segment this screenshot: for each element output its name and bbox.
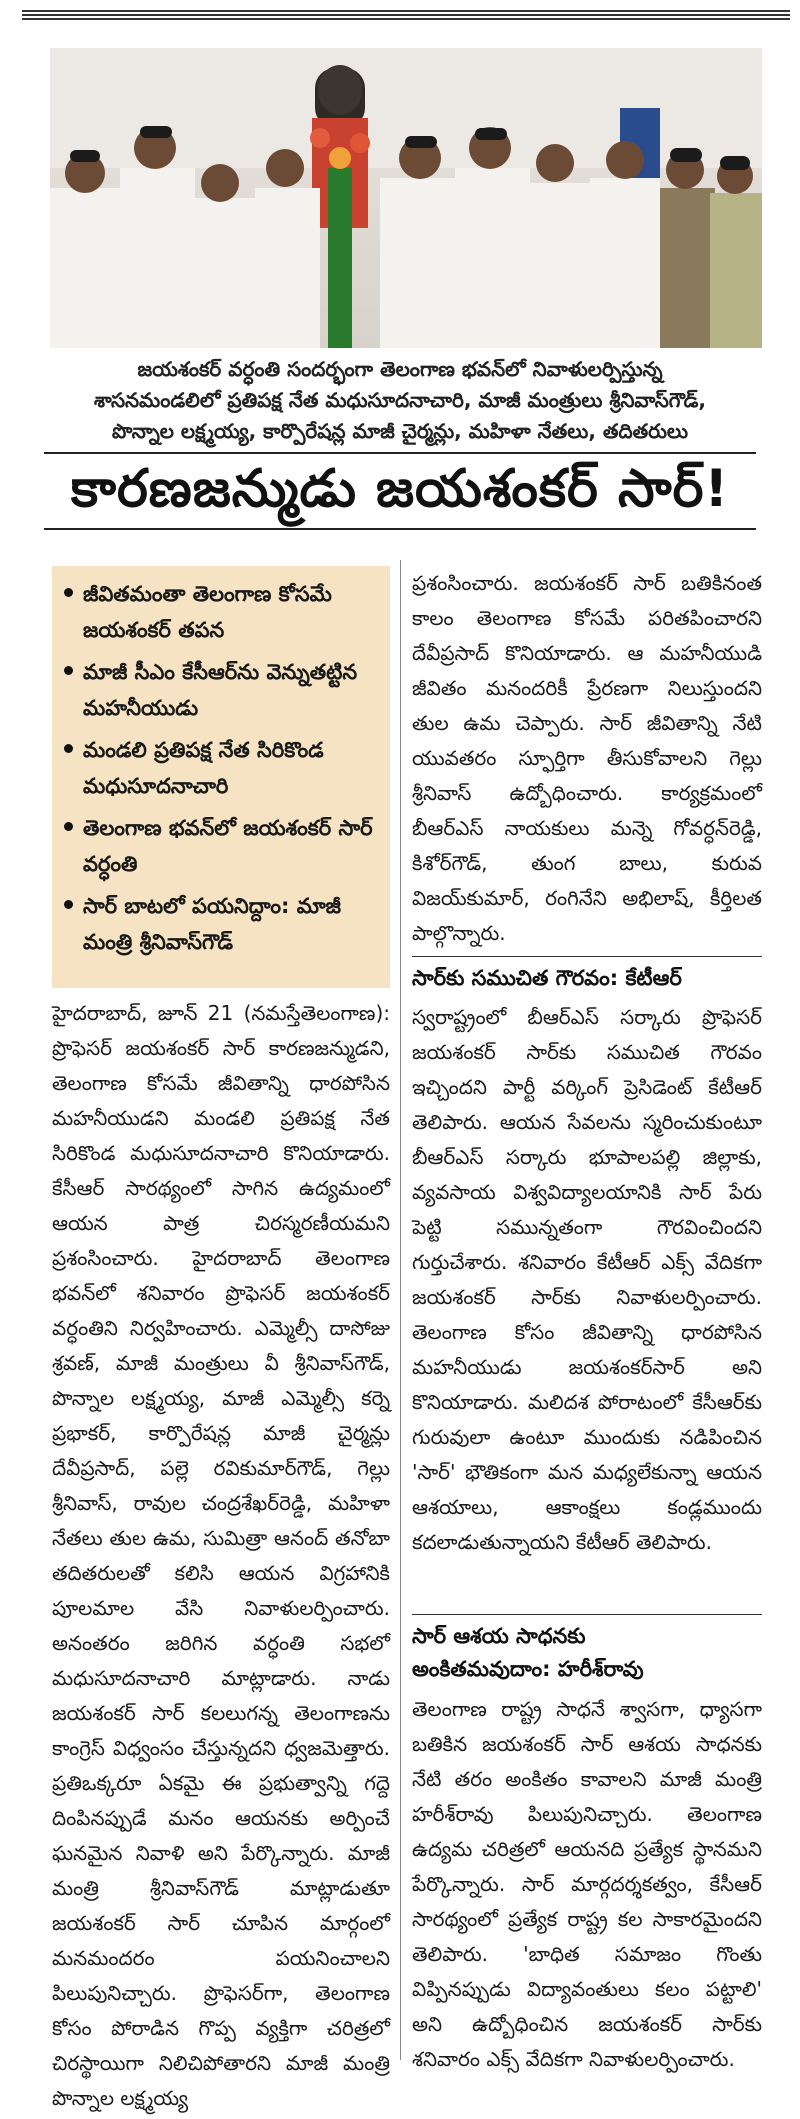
highlight-item: [64, 888, 380, 960]
column-divider: [400, 560, 401, 2060]
event-photo: [50, 48, 762, 348]
top-rule: [22, 8, 790, 20]
subhead-line: అంకితమవుదాం: హరీశ్‌రావు: [412, 1657, 644, 1681]
caption-line: పొన్నాల లక్ష్మయ్య, కార్పొరేషన్ల మాజీ చైర్మన్లు, మహిళా నేతలు, తదితరులు: [111, 419, 689, 443]
bullet-icon: [64, 588, 73, 597]
highlight-text: సార్ బాటలో పయనిద్దాం: మాజీ మంత్రి శ్రీనివాస్‌గౌడ్: [83, 894, 342, 954]
bullet-icon: [64, 900, 73, 909]
highlight-item: [64, 732, 380, 804]
article-body-right-2: [412, 1000, 762, 1560]
highlights-box: [52, 566, 390, 988]
subhead-line: సార్ ఆశయ సాధనకు: [412, 1624, 586, 1648]
headline: కారణజన్ముడు జయశంకర్ సార్!: [70, 459, 730, 519]
highlight-text: మండలి ప్రతిపక్ష నేత సిరికొండ మధుసూదనాచారి: [83, 738, 324, 798]
article-body-right-1: [412, 566, 762, 951]
article-body-left: [52, 996, 390, 2116]
highlight-item: [64, 654, 380, 726]
caption-line: శాసనమండలిలో ప్రతిపక్ష నేత మధుసూదనాచారి, మాజీ మంత్రులు శ్రీనివాస్‌గౌడ్,: [93, 388, 707, 412]
article-body-right-3: [412, 1692, 762, 2077]
highlight-text: తెలంగాణ భవన్‌లో జయశంకర్ సార్ వర్ధంతి: [83, 816, 373, 876]
article-paragraph: హైదరాబాద్, జూన్ 21 (నమస్తేతెలంగాణ): ప్రొఫెసర్ జయశంకర్ సార్ కారణజన్ముడని, తెలంగాణ కోసమే జీవితాన్ని ధారపోసిన మహనీయుడని మండలి ప్రతిపక్ష నేత సిరికొండ మధుసూదనాచారి కొనియాడారు. కేసీఆర్ సారథ్యంలో సాగిన ఉద్యమంలో ఆయన పాత్ర చిరస్మరణీయమని ప్రశంసించారు. హైదరాబాద్ తెలంగాణ భవన్‌లో శనివారం ప్రొఫెసర్ జయశంకర్ వర్ధంతిని నిర్వహించారు. ఎమ్మెల్సీ దాసోజు శ్రవణ్, మాజీ మంత్రులు వీ శ్రీనివాస్‌గౌడ్, పొన్నాల లక్ష్మయ్య, మాజీ ఎమ్మెల్సీ కర్నె ప్రభాకర్, కార్పొరేషన్ల మాజీ చైర్మన్లు దేవీప్రసాద్, పల్లె రవికుమార్‌గౌడ్, గెల్లు శ్రీనివాస్, రావుల చంద్రశేఖర్‌రెడ్డి, మహిళా నేతలు తుల ఉమ, సుమిత్రా ఆనంద్ తనోబా తదితరులతో కలిసి ఆయన విగ్రహానికి పూలమాల వేసి నివాళులర్పించారు. అనంతరం జరిగిన వర్ధంతి సభలో మధుసూదనాచారి మాట్లాడారు. నాడు జయశంకర్ సార్ కలలుగన్న తెలంగాణను కాంగ్రెస్ విధ్వంసం చేస్తున్నదని ధ్వజమెత్తారు. ప్రతిఒక్కరూ ఏకమై ఈ ప్రభుత్వాన్ని గద్దె దింపినప్పుడే మనం ఆయనకు అర్పించే ఘనమైన నివాళి అని పేర్కొన్నారు. మాజీ మంత్రి శ్రీనివాస్‌గౌడ్ మాట్లాడుతూ జయశంకర్ సార్ చూపిన మార్గంలో మనమందరం పయనించాలని పిలుపునిచ్చారు. ప్రొఫెసర్‌గా, తెలంగాణ కోసం పోరాడిన గొప్ప వ్యక్తిగా చరిత్రలో చిరస్థాయిగా నిలిచిపోతారని మాజీ మంత్రి పొన్నాల లక్ష్మయ్య: [52, 1001, 390, 2110]
highlight-item: [64, 810, 380, 882]
caption-line: జయశంకర్ వర్ధంతి సందర్భంగా తెలంగాణ భవన్‌లో నివాళులర్పిస్తున్న: [137, 357, 663, 381]
headline-rule-bottom: [44, 528, 756, 530]
subhead-harish: [412, 1620, 762, 1686]
article-paragraph: ప్రశంసించారు. జయశంకర్ సార్ బతికినంత కాలం తెలంగాణ కోసమే పరితపించారని దేవీప్రసాద్ కొనియాడారు. ఆ మహనీయుడి జీవితం మనందరికీ ప్రేరణగా నిలుస్తుందని తుల ఉమ చెప్పారు. సార్ జీవితాన్ని నేటి యువతరం స్ఫూర్తిగా తీసుకోవాలని గెల్లు శ్రీనివాస్ ఉద్బోధించారు. కార్యక్రమంలో బీఆర్‌ఎస్ నాయకులు మన్నె గోవర్ధన్‌రెడ్డి, కిశోర్‌గౌడ్, తుంగ బాలు, కురువ విజయ్‌కుమార్, రంగినేని అభిలాష్, కీర్తిలత పాల్గొన్నారు.: [412, 571, 762, 945]
bullet-icon: [64, 822, 73, 831]
bullet-icon: [64, 666, 73, 675]
highlight-item: [64, 576, 380, 648]
highlight-text: జీవితమంతా తెలంగాణ కోసమే జయశంకర్ తపన: [83, 582, 332, 642]
headline-rule-top: [44, 452, 756, 454]
highlight-text: మాజీ సీఎం కేసీఆర్‌ను వెన్నుతట్టిన మహనీయుడు: [83, 660, 358, 720]
bullet-icon: [64, 744, 73, 753]
subhead-ktr: సార్‌కు సముచిత గౌరవం: కేటీఆర్: [412, 966, 682, 990]
article-paragraph: తెలంగాణ రాష్ట్ర సాధనే శ్వాసగా, ధ్యాసగా బతికిన జయశంకర్ సార్ ఆశయ సాధనకు నేటి తరం అంకితం కావాలని మాజీ మంత్రి హరీశ్‌రావు పిలుపునిచ్చారు. తెలంగాణ ఉద్యమ చరిత్రలో ఆయనది ప్రత్యేక స్థానమని పేర్కొన్నారు. సార్ మార్గదర్శకత్వం, కేసీఆర్ సారథ్యంలో ప్రత్యేక రాష్ట్ర కల సాకారమైందని తెలిపారు. 'బాధిత సమాజం గొంతు విప్పినప్పుడు విద్యావంతులు కలం పట్టాలి' అని ఉద్బోధించిన జయశంకర్ సార్‌కు శనివారం ఎక్స్ వేదికగా నివాళులర్పించారు.: [412, 1697, 762, 2071]
subhead-rule: [412, 1614, 762, 1615]
photo-caption: [40, 354, 760, 447]
article-paragraph: స్వరాష్ట్రంలో బీఆర్‌ఎస్ సర్కారు ప్రొఫెసర్ జయశంకర్ సార్‌కు సముచిత గౌరవం ఇచ్చిందని పార్టీ వర్కింగ్ ప్రెసిడెంట్ కేటీఆర్ తెలిపారు. ఆయన సేవలను స్మరించుకుంటూ బీఆర్‌ఎస్ సర్కారు భూపాలపల్లి జిల్లాకు, వ్యవసాయ విశ్వవిద్యాలయానికి సార్ పేరు పెట్టి సమున్నతంగా గౌరవించిందని గుర్తుచేశారు. శనివారం కేటీఆర్ ఎక్స్ వేదికగా జయశంకర్ సార్‌కు నివాళులర్పించారు. తెలంగాణ కోసం జీవితాన్ని ధారపోసిన మహనీయుడు జయశంకర్‌సార్ అని కొనియాడారు. మలిదశ పోరాటంలో కేసీఆర్‌కు గురువులా ఉంటూ ముందుకు నడిపించిన 'సార్' భౌతికంగా మన మధ్యలేకున్నా ఆయన ఆశయాలు, ఆకాంక్షలు కండ్లముందు కదలాడుతున్నాయని కేటీఆర్ తెలిపారు.: [412, 1005, 762, 1554]
subhead-rule: [412, 956, 762, 957]
